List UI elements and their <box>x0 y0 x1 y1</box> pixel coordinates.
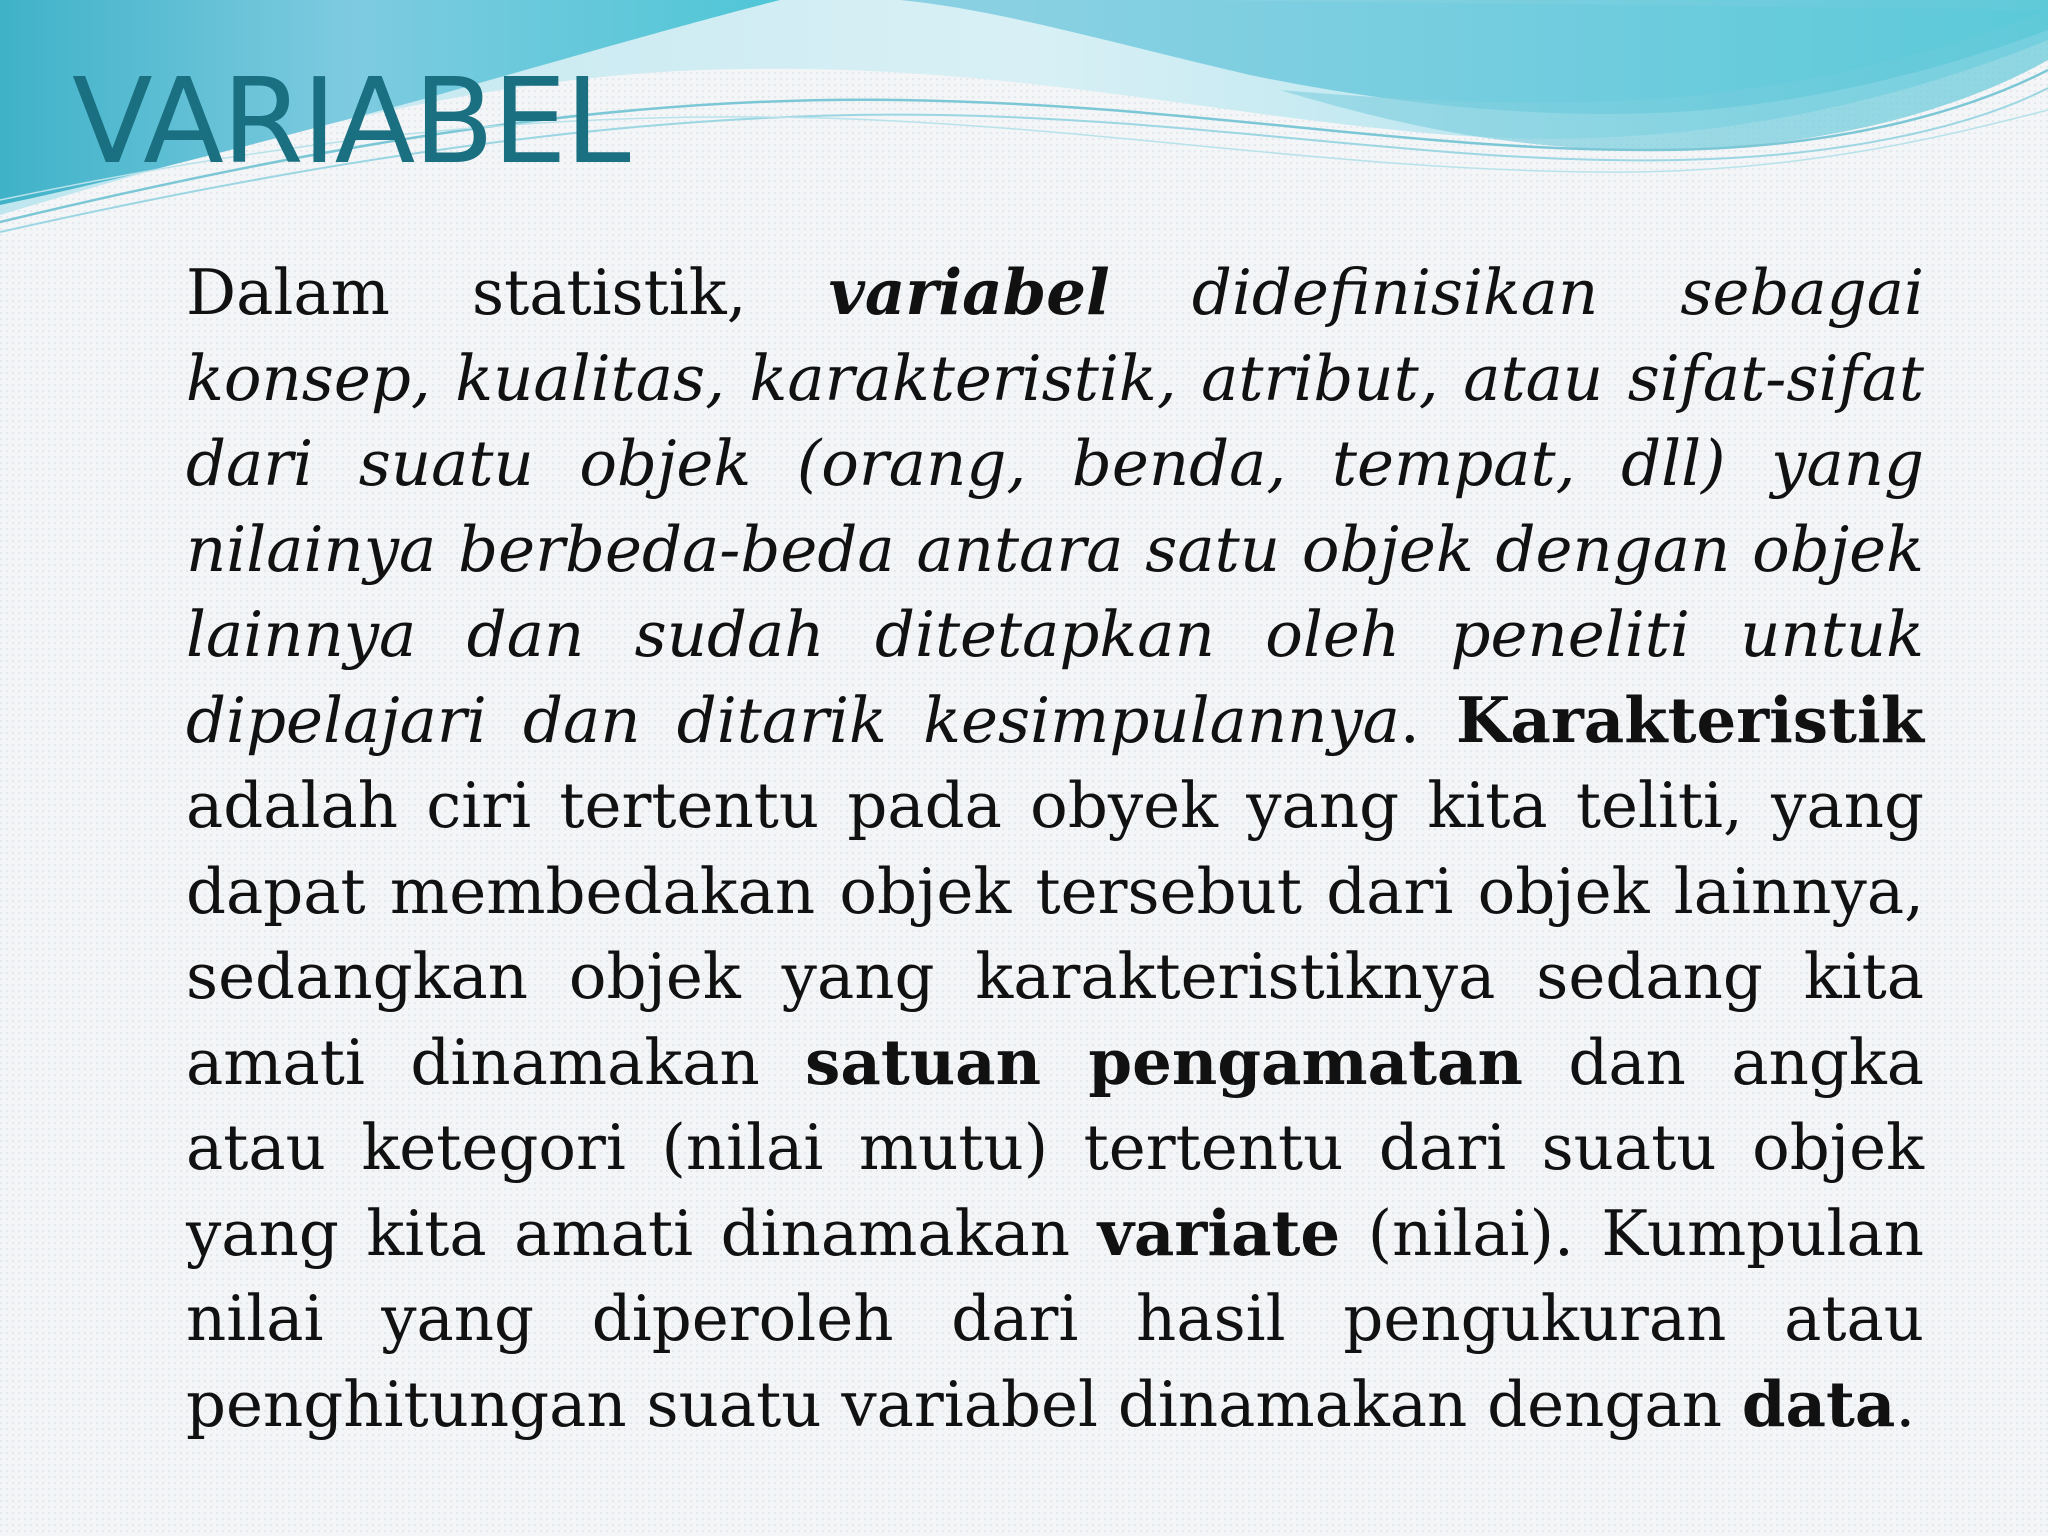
slide-title: VARIABEL <box>72 52 629 190</box>
text-run: dan angka atau ketegori (nilai mutu) tertentu dari suatu objek yang kita amati dinamakan <box>186 1025 1924 1270</box>
term-data: data <box>1741 1366 1896 1441</box>
term-variate: variate <box>1097 1195 1341 1270</box>
text-run: (nilai). Kumpulan nilai yang diperoleh dari hasil pengukuran atau penghitungan suatu variabel dinamakan dengan <box>186 1196 1925 1441</box>
term-variabel: variabel <box>828 255 1110 329</box>
text-run: . <box>1399 683 1457 757</box>
text-run: adalah ciri tertentu pada obyek yang kita teliti, yang dapat membedakan objek tersebut dari objek lainnya, sedangkan objek yang karakteristiknya sedang kita amati dinamakan <box>186 769 1924 1099</box>
text-run: Dalam statistik, <box>186 256 829 329</box>
text-run: . <box>1895 1367 1916 1441</box>
definition-paragraph <box>186 250 1924 1447</box>
term-satuan-pengamatan: satuan pengamatan <box>805 1024 1523 1099</box>
text-run-italic: didefinisikan sebagai konsep, kualitas, karakteristik, atribut, atau sifat-sifat dari suatu objek (orang, benda, tempat, dll) yang nilainya berbeda-beda antara satu objek dengan objek lainnya dan sudah ditetapkan oleh peneliti untuk dipelajari dan ditarik kesimpulannya <box>186 256 1924 757</box>
term-karakteristik: Karakteristik <box>1456 682 1925 757</box>
